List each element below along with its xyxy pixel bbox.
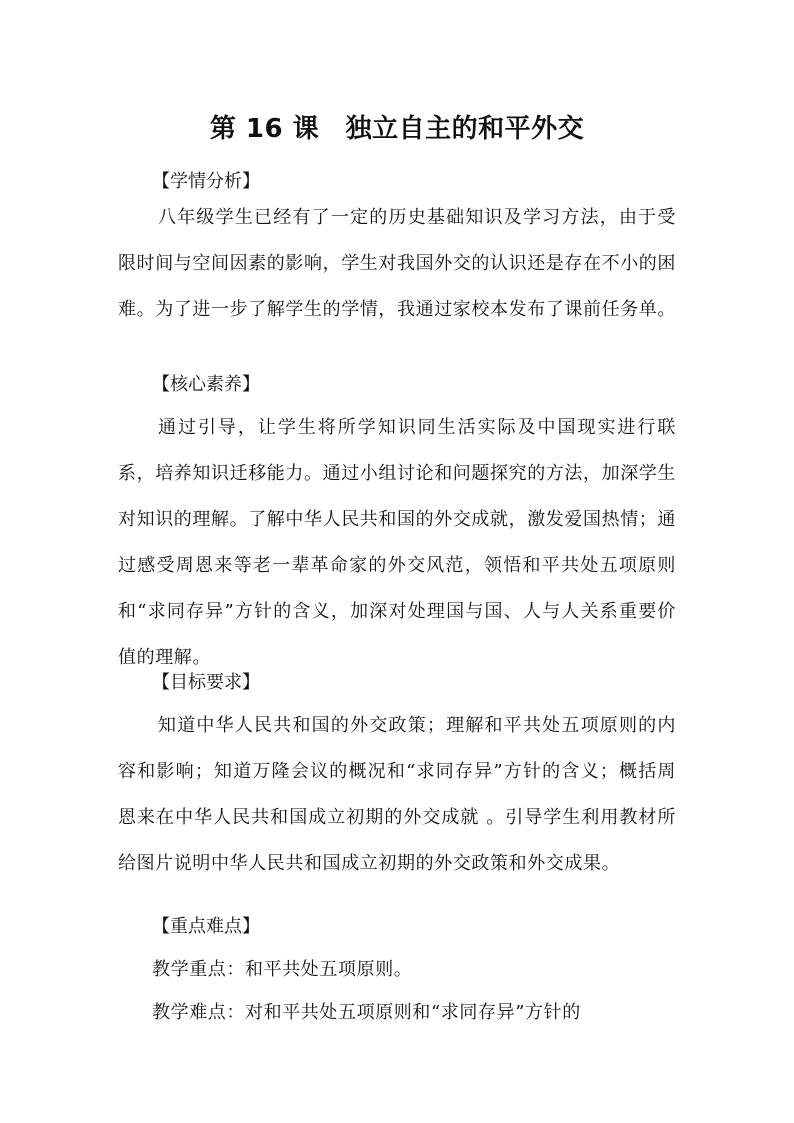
section-heading-key-points: 【重点难点】 <box>152 916 260 937</box>
section-heading-core-literacy: 【核心素养】 <box>152 374 260 395</box>
section-body-core-literacy: 通过引导，让学生将所学知识同生活实际及中国现实进行联系，培养知识迁移能力。通过小组讨论和问题探究的方法，加深学生对知识的理解。了解中华人民共和国的外交成就，激发爱国热情；通过感受周恩来等老一辈革命家的外交风范，领悟和平共处五项原则和“求同存异”方针的含义，加深对处理国与国、人与人关系重要价值的理解。 <box>118 417 676 668</box>
lesson-title: 第 16 课 独立自主的和平外交 <box>209 114 585 144</box>
key-point-line: 教学重点：和平共处五项原则。 <box>152 959 413 980</box>
section-body-objectives: 知道中华人民共和国的外交政策；理解和平共处五项原则的内容和影响；知道万隆会议的概况和“求同存异”方针的含义；概括周恩来在中华人民共和国成立初期的外交成就 。引导学生利用教材所给图片说明中华人民共和国成立初期的外交政策和外交成果。 <box>118 715 676 874</box>
section-heading-objectives: 【目标要求】 <box>152 672 260 693</box>
section-heading-learning-analysis: 【学情分析】 <box>152 171 260 192</box>
section-body-learning-analysis: 八年级学生已经有了一定的历史基础知识及学习方法，由于受限时间与空间因素的影响，学生对我国外交的认识还是存在不小的困难。为了进一步了解学生的学情，我通过家校本发布了课前任务单。 <box>118 207 676 320</box>
difficulty-line: 教学难点：对和平共处五项原则和“求同存异”方针的 <box>152 1002 581 1023</box>
